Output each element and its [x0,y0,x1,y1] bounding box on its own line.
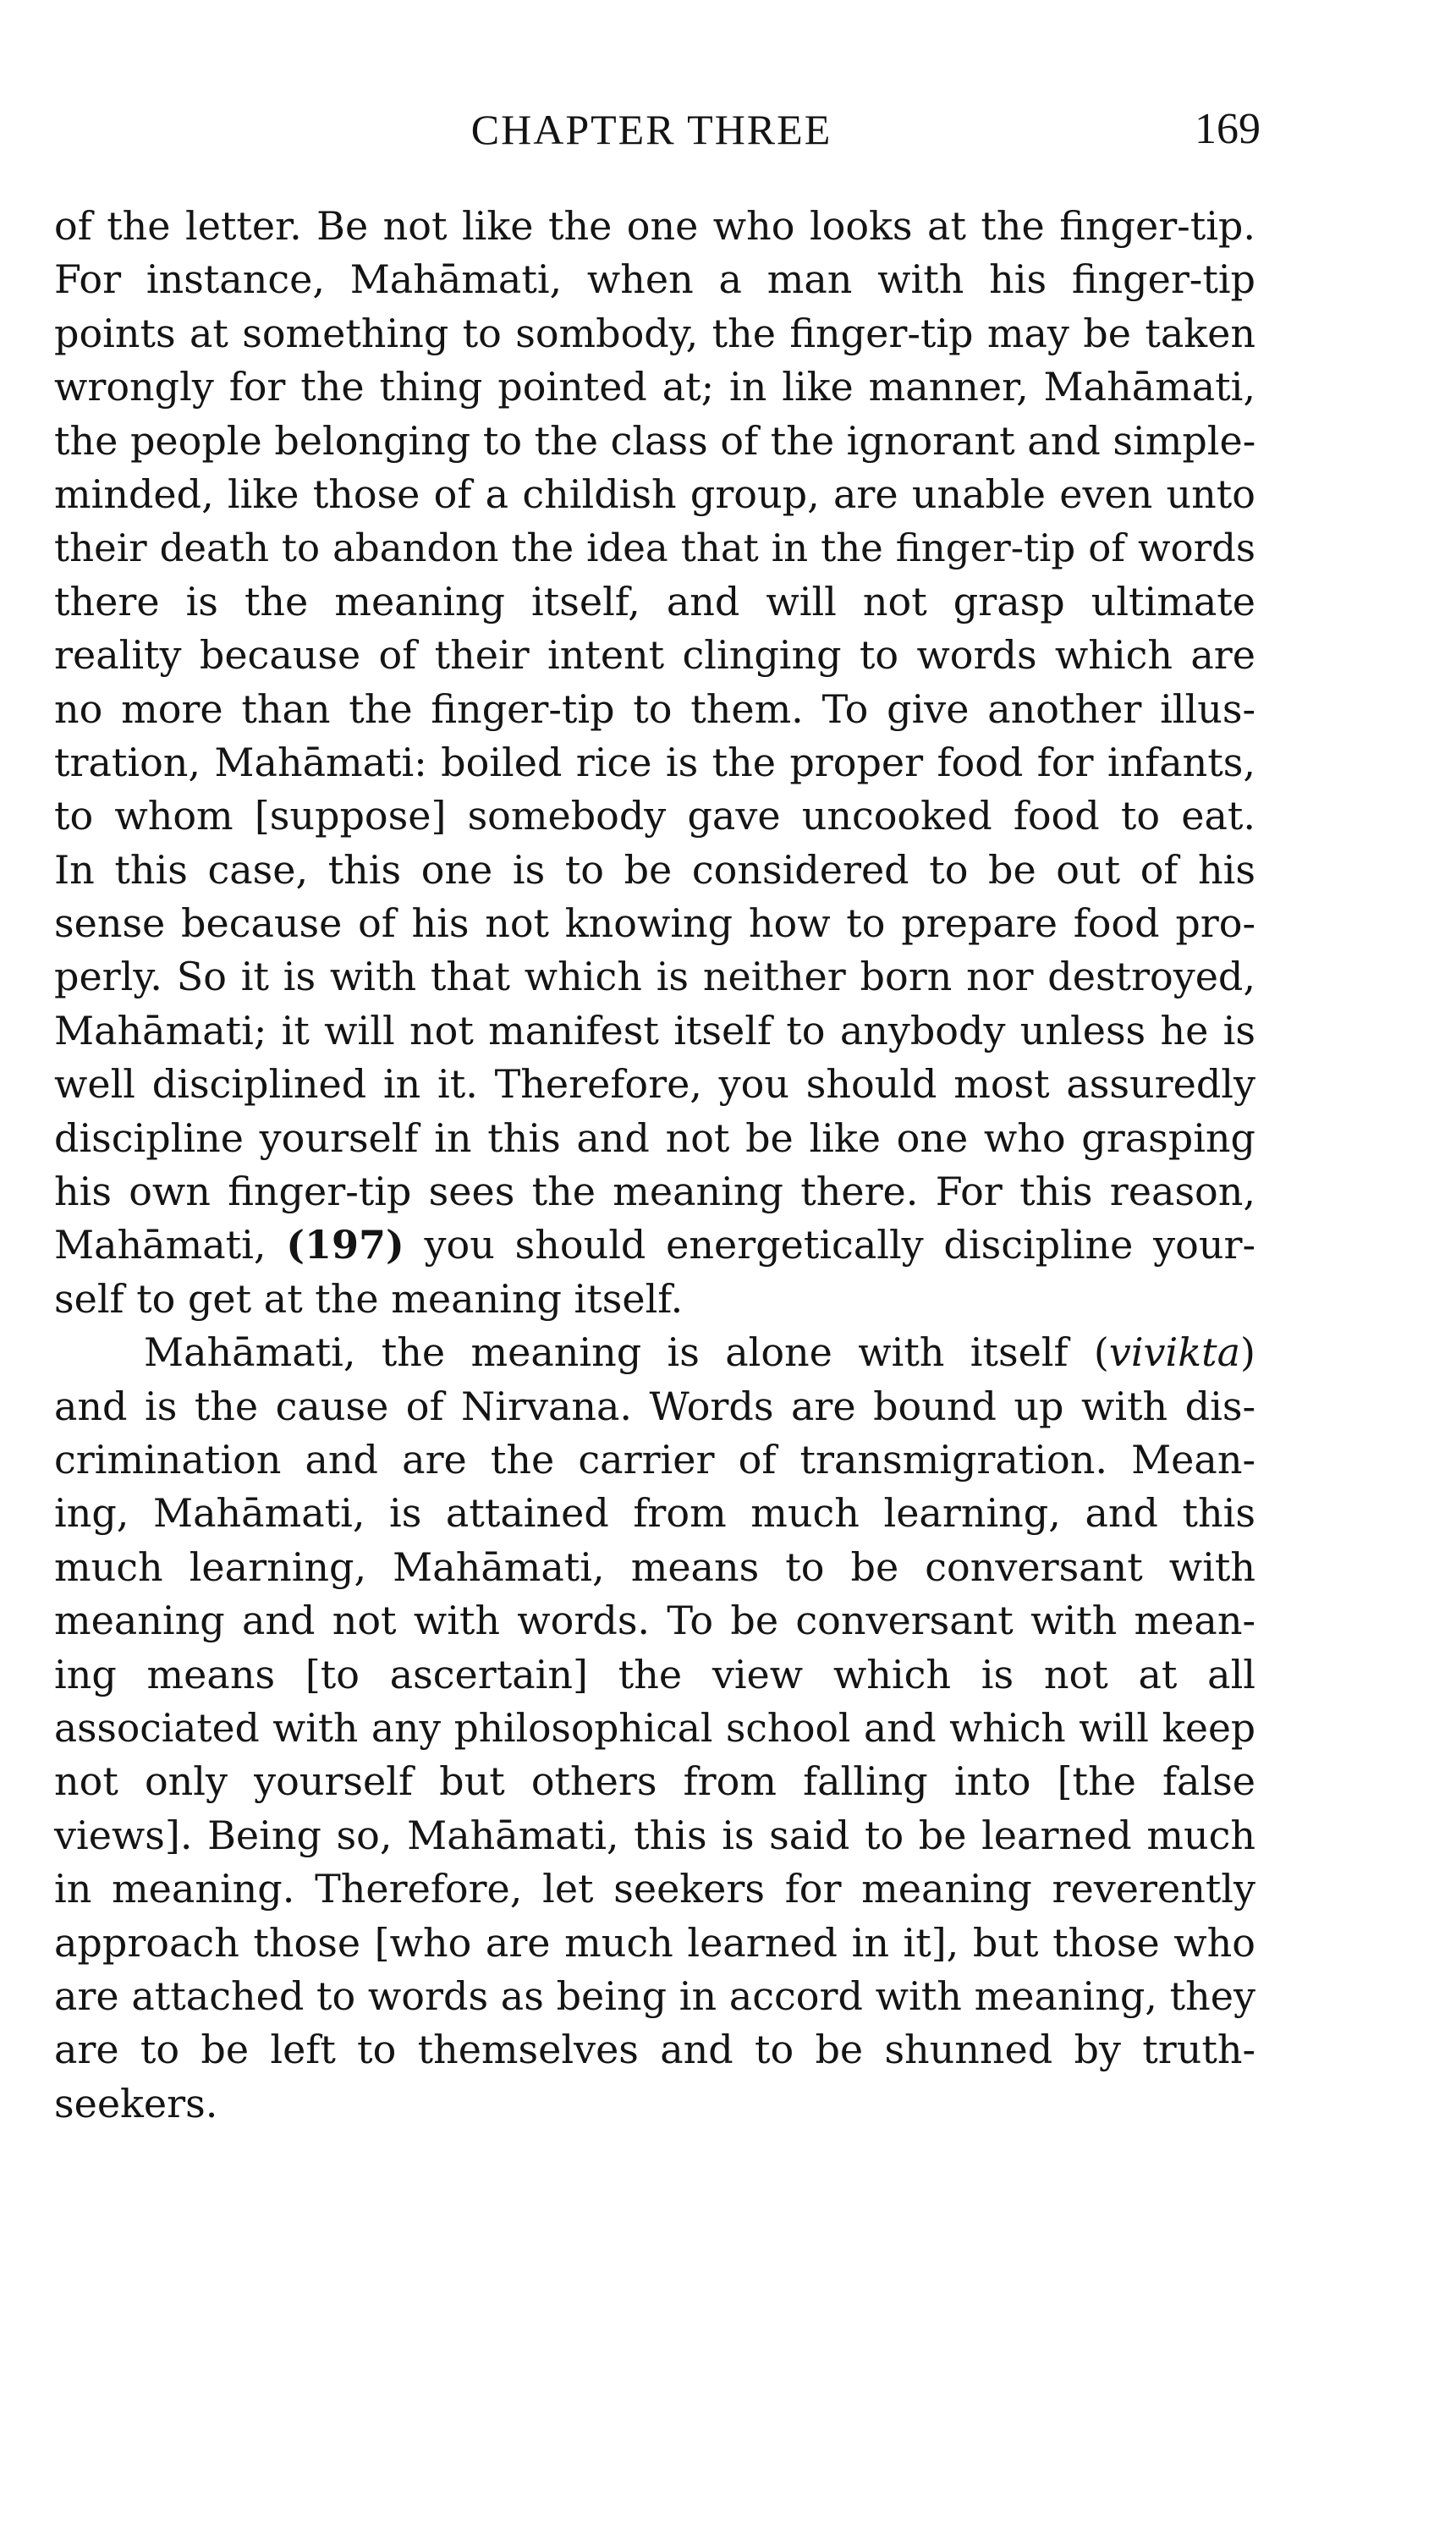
text-line: are to be left to themselves and to be shunned by truth- [54,2027,1255,2073]
text-line: ing means [to ascertain] the view which is not at all [54,1651,1255,1697]
text-line: self to get at the meaning itself. [54,1275,684,1322]
running-header [59,100,1261,159]
text-line: of the letter. Be not like the one who looks at the finger-tip. [54,203,1255,249]
text-line: sense because of his not knowing how to prepare food pro- [54,900,1255,947]
text-line: their death to abandon the idea that in the finger-tip of words [54,525,1255,571]
text-line: and is the cause of Nirvana. Words are bound up with dis- [54,1383,1255,1429]
text-line: views]. Being so, Mahāmati, this is said to be learned much [54,1812,1255,1858]
text-line: For instance, Mahāmati, when a man with his finger-tip [54,256,1255,303]
text-line: to whom [suppose] somebody gave uncooked food to eat. [54,793,1255,839]
page-number: 169 [1195,105,1261,153]
line-segment: Mahāmati, [54,1222,287,1268]
text-line: in meaning. Therefore, let seekers for meaning reverently [54,1866,1255,1912]
text-line: minded, like those of a childish group, are unable even unto [54,470,1255,517]
text-line: wrongly for the thing pointed at; in like manner, Mahāmati, [54,364,1255,410]
text-line: are attached to words as being in accord with meaning, they [54,1972,1255,2019]
line-segment: ) [1240,1329,1255,1376]
text-line: seekers. [54,2080,218,2126]
text-line: tration, Mahāmati: boiled rice is the proper food for infants, [54,739,1255,785]
text-line: much learning, Mahāmati, means to be conversant with [54,1543,1255,1590]
line-segment: you should energetically discipline your- [404,1222,1256,1268]
text-line: not only yourself but others from falling into [the false [54,1758,1255,1805]
text-line: there is the meaning itself, and will not grasp ultimate [54,578,1255,624]
text-line: well disciplined in it. Therefore, you should most assuredly [54,1061,1255,1108]
text-line-with-italic-term [54,1326,1255,1379]
chapter-title: CHAPTER THREE [470,106,832,153]
paragraph-2 [54,1326,1255,2131]
text-line: points at something to sombody, the finger-tip may be taken [54,310,1255,356]
text-line: no more than the finger-tip to them. To give another illus- [54,685,1255,732]
text-line: his own finger-tip sees the meaning there. For this reason, [54,1169,1255,1215]
text-line: reality because of their intent clinging to words which are [54,632,1255,679]
text-line: Mahāmati; it will not manifest itself to anybody unless he is [54,1007,1255,1053]
text-line: approach those [who are much learned in it], but those who [54,1919,1255,1966]
text-line: ing, Mahāmati, is attained from much learning, and this [54,1490,1255,1537]
text-line: crimination and are the carrier of transmigration. Mean- [54,1436,1255,1483]
paragraph-1 [54,200,1255,1326]
italic-term: vivikta [1108,1329,1241,1376]
text-line: perly. So it is with that which is neither born nor destroyed, [54,954,1255,1000]
text-line: associated with any philosophical school and which will keep [54,1705,1255,1751]
line-segment: Mahāmati, the meaning is alone with itself ( [144,1329,1109,1376]
section-number: (197) [286,1222,404,1268]
text-line: In this case, this one is to be considered to be out of his [54,846,1255,893]
text-line: the people belonging to the class of the ignorant and simple- [54,417,1256,464]
text-line: discipline yourself in this and not be like one who grasping [54,1114,1255,1161]
text-line-with-section-number [54,1218,1255,1272]
text-line: meaning and not with words. To be conversant with mean- [54,1598,1255,1644]
body-text [54,200,1255,2131]
